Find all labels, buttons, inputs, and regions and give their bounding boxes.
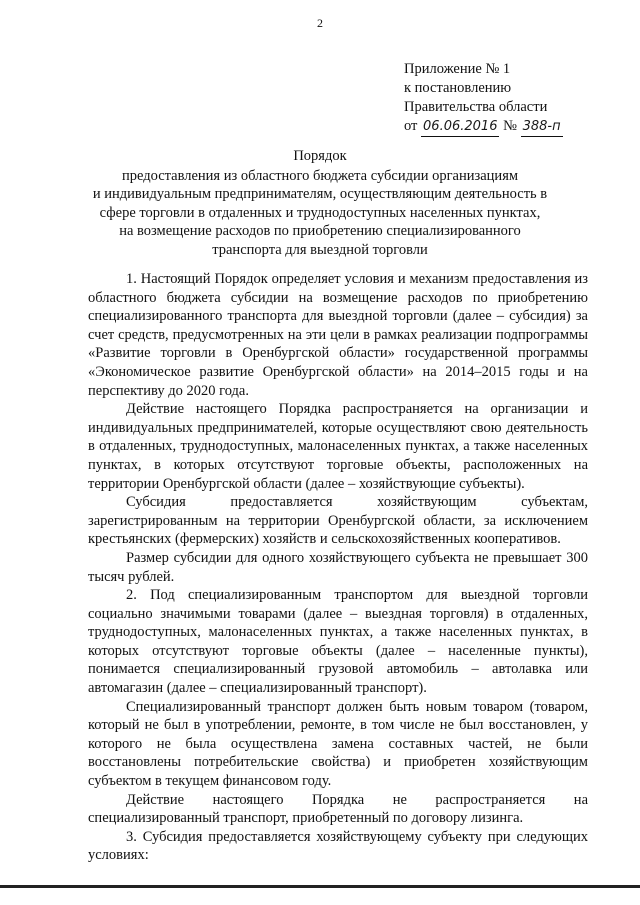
appendix-block bbox=[404, 60, 624, 137]
paragraph: 2. Под специализированным транспортом для выездной торговли социально значимыми товарами (далее – выездная торговля) в отдаленных, труднодоступных, малонаселенных пунктах, а также населенных пунктах, в которых отсутствуют торговые объекты (далее – населенные пункты), понимается специализированный грузовой автомобиль – автолавка или автомагазин (далее – специализированный транспорт). bbox=[88, 587, 588, 697]
document-body bbox=[88, 270, 588, 865]
appendix-line-1: Приложение № 1 bbox=[404, 61, 511, 77]
title-line: предоставления из областного бюджета субсидии организациям bbox=[121, 167, 519, 184]
paragraph: 3. Субсидия предоставляется хозяйствующему субъекту при следующих условиях: bbox=[88, 828, 588, 864]
title-line: и индивидуальным предпринимателям, осуществляющим деятельность в bbox=[92, 186, 548, 202]
page-number: 2 bbox=[317, 16, 323, 30]
paragraph: Специализированный транспорт должен быть новым товаром (товаром, который не был в употреблении, ремонте, в том числе не был восстановлен, у которого не была осуществлена замена составных частей, не были восстановлены потребительские свойства) и приобретен хозяйствующим субъектом в текущем финансовом году. bbox=[88, 698, 588, 790]
paragraph: Действие настоящего Порядка распространяется на организации и индивидуальных предпринимателей, которые осуществляют свою деятельность в отдаленных, труднодоступных, малонаселенных пунктах, а также населенных пунктах, в которых отсутствуют торговые объекты, расположенных на территории Оренбургской области (далее – хозяйствующие субъекты). bbox=[88, 401, 588, 492]
title-line: транспорта для выездной торговли bbox=[212, 241, 428, 258]
appendix-line-2: к постановлению bbox=[404, 80, 512, 96]
date-value: 06.06.2016 bbox=[421, 117, 499, 137]
paragraph: 1. Настоящий Порядок определяет условия и механизм предоставления из областного бюджета субсидии на возмещение расходов по приобретению специализированного транспорта для выездной торговли (далее – субсидия) за счет средств, предусмотренных на эти цели в рамках реализации подпрограммы «Развитие торговли в Оренбургской области» государственной программы «Экономическое развитие Оренбургской области» на 2014–2015 годы и на перспективу до 2020 года. bbox=[88, 271, 588, 399]
title-line: сфере торговли в отдаленных и труднодоступных населенных пунктах, bbox=[99, 204, 541, 221]
date-prefix: от bbox=[404, 118, 418, 134]
paragraph: Действие настоящего Порядка не распространяется на специализированный транспорт, приобретенный по договору лизинга. bbox=[88, 791, 588, 827]
title-line: на возмещение расходов по приобретению специализированного bbox=[119, 223, 521, 239]
document-title bbox=[60, 147, 580, 259]
number-value: 388-п bbox=[521, 117, 563, 137]
title-heading: Порядок bbox=[293, 148, 347, 164]
appendix-date-line bbox=[404, 117, 624, 137]
number-prefix: № bbox=[503, 118, 517, 134]
paragraph: Размер субсидии для одного хозяйствующего субъекта не превышает 300 тысяч рублей. bbox=[88, 549, 588, 585]
paragraph: Субсидия предоставляется хозяйствующим субъектам, зарегистрированным на территории Оренбургской области, за исключением крестьянских (фермерских) хозяйств и сельскохозяйственных кооперативов. bbox=[88, 494, 588, 548]
appendix-line-3: Правительства области bbox=[404, 99, 548, 115]
bottom-scan-edge bbox=[0, 885, 640, 888]
